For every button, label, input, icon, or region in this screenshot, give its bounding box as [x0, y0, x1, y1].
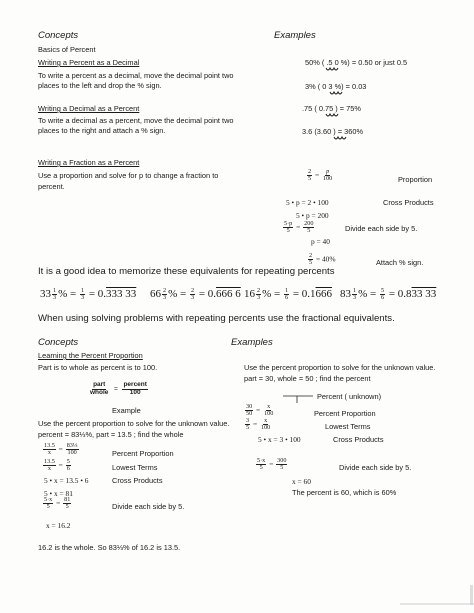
step-200: 5 • p = 200 [296, 211, 329, 220]
label-div2: Divide each side by 5. [339, 463, 412, 472]
concepts-heading-2: Concepts [38, 337, 79, 348]
section-percent-to-decimal: Writing a Percent as a Decimal [38, 58, 140, 67]
answer: The percent is 60, which is 60% [292, 488, 397, 497]
given-values: percent = 83⅓%, part = 13.5 ; find the whole [38, 430, 184, 439]
section-fraction-to-percent: Writing a Fraction as a Percent [38, 158, 140, 167]
r-proportion: $\frac{30}{50}$ = $\frac{x}{100}$ [246, 403, 274, 418]
r-cross: 5 • x = 3 • 100 [258, 435, 301, 444]
label-lt: Lowest Terms [112, 463, 158, 472]
given-values-2: part = 30, whole = 50 ; find the percent [244, 374, 371, 383]
text-line: To write a percent as a decimal, move the decimal point two [38, 71, 234, 80]
fraction-proportion: $\frac{2}{5}$ = $\frac{p}{100}$ [308, 168, 333, 183]
text-line: places to the left and drop the % sign. [38, 81, 162, 90]
step-cross-2: 5 • x = 13.5 • 6 [44, 476, 89, 485]
example-50-percent: 50% ( .5 0 %) = 0.50 or just 0.5 [305, 58, 408, 67]
label-divide: Divide each side by 5. [345, 224, 418, 233]
label-lt2: Lowest Terms [325, 422, 371, 431]
example-075: .75 ( 0.75 ) = 75% [302, 104, 361, 113]
step-result: x = 16.2 [46, 521, 71, 530]
r-divide: $\frac{5\cdot x}{5}$ = $\frac{300}{5}$ [257, 457, 287, 472]
label-cp2: Cross Products [333, 435, 384, 444]
r-lowest: $\frac{3}{5}$ = $\frac{x}{100}$ [246, 417, 271, 432]
section-percent-proportion: Learning the Percent Proportion [38, 351, 143, 360]
text-line: Use the percent proportion to solve for the unknown value. [244, 363, 436, 372]
examples-heading-2: Examples [231, 337, 273, 348]
text-line: places to the right and attach a % sign. [38, 126, 166, 135]
equivalent-83: 83 $\frac{1}{3}$ % = $\frac{5}{6}$ = 0.833 33 [340, 287, 437, 302]
label-pp2: Percent Proportion [314, 409, 376, 418]
basics-label: Basics of Percent [38, 45, 96, 54]
step-lowest: $\frac{13.5}{x}$ = $\frac{5}{6}$ [44, 458, 70, 473]
example-3-percent: 3% ( 0 3 %) = 0.03 [305, 82, 367, 91]
step-proportion: $\frac{13.5}{x}$ = $\frac{\text{83⅓}}{100}$ [44, 442, 78, 457]
label-pp: Percent Proportion [112, 449, 174, 458]
text-line: Part is to whole as percent is to 100. [38, 363, 158, 372]
proportion-formula: $\frac{\text{part}}{\text{whole}}$ = $\frac{\text{percent}}{100}$ [90, 381, 147, 396]
r-result: x = 60 [292, 477, 311, 486]
example-label: Example [112, 406, 141, 415]
step-divide-2: $\frac{5\cdot x}{5}$ = $\frac{81}{5}$ [44, 496, 71, 511]
step-cross: 5 • p = 2 • 100 [286, 198, 329, 207]
concepts-heading: Concepts [38, 30, 79, 41]
label-percent-unknown: Percent ( unknown) [317, 392, 382, 401]
fractional-note: When using solving problems with repeating percents use the fractional equivalents. [38, 313, 395, 324]
label-cp: Cross Products [112, 476, 163, 485]
step-divide: $\frac{5\cdot p}{5}$ = $\frac{200}{5}$ [284, 220, 314, 235]
label-div: Divide each side by 5. [112, 502, 185, 511]
example-36: 3.6 (3.60 ) = 360% [302, 127, 364, 136]
step-p40: p = 40 [311, 237, 330, 246]
equivalent-33: 33 $\frac{1}{3}$ % = $\frac{1}{3}$ = 0.333 33 [40, 287, 137, 302]
memorize-note: It is a good idea to memorize these equivalents for repeating percents [38, 266, 335, 277]
text-line: To write a decimal as a percent, move the decimal point two [38, 116, 234, 125]
examples-heading: Examples [274, 30, 316, 41]
step-81: 5 • x = 81 [44, 489, 73, 498]
section-decimal-to-percent: Writing a Decimal as a Percent [38, 104, 140, 113]
text-line: Use the percent proportion to solve for the unknown value. [38, 419, 230, 428]
text-line: percent. [38, 182, 65, 191]
equivalent-16: 16 $\frac{2}{3}$ % = $\frac{1}{6}$ = 0.1666 [244, 287, 333, 302]
label-cross-products: Cross Products [383, 198, 434, 207]
label-attach: Attach % sign. [376, 258, 424, 267]
conclusion: 16.2 is the whole. So 83⅓% of 16.2 is 13.5. [38, 543, 181, 552]
label-proportion: Proportion [398, 175, 433, 184]
text-line: Use a proportion and solve for p to change a fraction to [38, 171, 219, 180]
equivalent-66: 66 $\frac{2}{3}$ % = $\frac{2}{3}$ = 0.666 6 [150, 287, 241, 302]
result-40: $\frac{2}{5}$ = 40% [309, 252, 336, 267]
